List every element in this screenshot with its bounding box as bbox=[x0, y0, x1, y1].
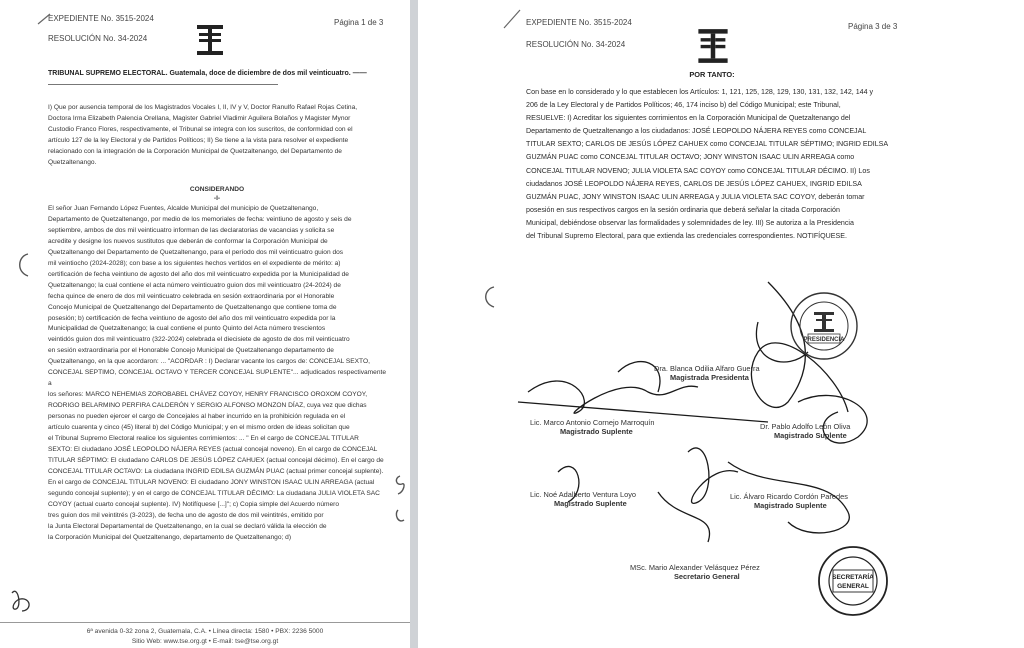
presidencia-seal-icon bbox=[788, 290, 860, 362]
text-line: Quetzaltenango. bbox=[48, 159, 97, 167]
text-line: del Tribunal Supremo Electoral, para que extienda las credenciales correspondientes. NOTIFÍQUESE. bbox=[526, 232, 847, 241]
text-line: segundo concejal suplente); y en el cargo de CONCEJAL TITULAR DÉCIMO: La ciudadana JULIA VIOLETA SAC bbox=[48, 489, 380, 497]
svg-text:GENERAL: GENERAL bbox=[837, 583, 869, 590]
text-line: Con base en lo considerado y lo que establecen los Artículos: 1, 121, 125, 128, 129, 130, 131, 132, 142, 144 y bbox=[526, 88, 874, 96]
pen-tick-icon bbox=[502, 8, 522, 30]
text-line: acredite y designe los nuevos sustitutos que deberán de conformar la Corporación Municipal de bbox=[48, 237, 328, 245]
text-line: artículo 127 de la ley Electoral y de Partidos Políticos; II) Se tiene a la vista para resolver el expediente bbox=[48, 137, 349, 145]
text-line: posesión en sus respectivos cargos en la sesión ordinaria que deberá señalar la citada Corporación bbox=[526, 205, 840, 214]
signer-role: Secretario General bbox=[674, 572, 740, 581]
signature-suplente-1 bbox=[530, 418, 654, 436]
text-line: 206 de la Ley Electoral y de Partidos Políticos; 46, 174 inciso b) del Código Municipal; este Tribunal, bbox=[526, 101, 841, 110]
text-line: COYOY (actual cuarto concejal suplente). IV) Notifíquese [...]"; c) Copia simple del Acuerdo número bbox=[48, 500, 340, 508]
signature-suplente-4 bbox=[730, 492, 848, 510]
text-line: posesión; b) certificación de fecha veintiuno de agosto del año dos mil veinticuatro expedida por la bbox=[48, 314, 336, 322]
text-line: El señor Juan Fernando López Fuentes, Alcalde Municipal del municipio de Quetzaltenango, bbox=[48, 205, 319, 212]
text-line: Municipal, debiéndose observar las formalidades y solemnidades de ley. III) Se autoriza a la Presidencia bbox=[526, 218, 854, 227]
signer-name: Lic. Noé Adalberto Ventura Loyo bbox=[530, 490, 637, 499]
text-line: Quetzaltenango, en la que acordaron: ... "ACORDAR : I) Declarar vacante los cargos de: CONCEJAL SEXTO, bbox=[48, 358, 370, 366]
section-number: -I- bbox=[213, 195, 221, 202]
text-line: Municipalidad de Quetzaltenango; la cual contiene el punto Quinto del Acta número trescientos bbox=[48, 325, 326, 333]
document-page-3 bbox=[418, 0, 1024, 648]
text-line: Departamento de Quetzaltenango a los ciudadanos: JOSÉ LEOPOLDO NÁJERA REYES como CONCEJAL bbox=[526, 127, 867, 136]
text-line: RESUELVE: I) Acreditar los siguientes corrimientos en la Corporación Municipal de Quetzaltenango del bbox=[526, 114, 851, 123]
text-line: artículo cuarenta y cinco (45) literal b) del Código Municipal; y en el mismo orden de ideas solicitan que bbox=[48, 424, 350, 432]
text-line: SEXTO: El ciudadano JOSÉ LEOPOLDO NÁJERA REYES (actual concejal noveno). En el cargo de CONCEJAL bbox=[48, 445, 378, 453]
document-page-1 bbox=[0, 0, 410, 648]
text-line: mil veintiocho (2024-2028); con base a los siguientes hechos vertidos en el expediente de mérito: a) bbox=[48, 259, 341, 267]
text-line: los señores: MARCO NEHEMIAS ZOROBABEL CHÁVEZ COYOY, HENRY FRANCISCO OROXOM COYOY, bbox=[48, 391, 368, 399]
paragraph-considerando bbox=[48, 204, 386, 544]
footer-address: 6ª avenida 0-32 zona 2, Guatemala, C.A. • Línea directa: 1580 • PBX: 2236 5000 bbox=[86, 628, 324, 635]
pen-mark-icon bbox=[392, 470, 410, 530]
secretaria-seal-icon bbox=[816, 544, 890, 618]
text-line: certificación de fecha veintiuno de agosto del año dos mil veinticuatro expedida por la Municipalidad de bbox=[48, 270, 349, 278]
footer-web: Sitio Web: www.tse.org.gt • E-mail: tse@tse.org.gt bbox=[131, 638, 279, 645]
text-line: Concejo Municipal de Quetzaltenango del Departamento de Quetzaltenango que contiene toma de bbox=[48, 303, 337, 311]
signature-suplente-3 bbox=[530, 490, 636, 508]
footer-divider bbox=[0, 622, 410, 623]
text-line: CONCEJAL TITULAR OCTAVO: La ciudadana INGRID EDILSA GUZMÁN PUAC (actual primer concejal suplente). bbox=[48, 467, 384, 475]
signer-role: Magistrado Suplente bbox=[560, 427, 633, 436]
text-line: GUZMÁN PUAC como CONCEJAL TITULAR OCTAVO; JONY WINSTON ISAAC ULIN ARREAGA como bbox=[526, 153, 855, 162]
svg-text:SECRETARÍA: SECRETARÍA bbox=[832, 574, 874, 581]
initials-mark-icon bbox=[8, 585, 38, 615]
considerando-heading bbox=[48, 185, 386, 203]
section-title: CONSIDERANDO bbox=[189, 186, 245, 193]
text-line: personas no pueden ejercer el cargo de Concejales al haber incurrido en la prohibición regulada en el bbox=[48, 413, 346, 421]
expediente-number: EXPEDIENTE No. 3515-2024 bbox=[48, 14, 154, 23]
signer-role: Magistrado Suplente bbox=[554, 499, 627, 508]
signer-name: Lic. Álvaro Ricardo Cordón Paredes bbox=[730, 492, 848, 501]
page-number: Página 3 de 3 bbox=[848, 22, 898, 31]
signature-presidenta bbox=[654, 364, 760, 382]
signer-name: Lic. Marco Antonio Cornejo Marroquín bbox=[530, 418, 655, 427]
divider bbox=[48, 84, 278, 85]
tse-logo-icon bbox=[195, 24, 225, 56]
pen-tick-icon bbox=[36, 12, 52, 26]
signer-role: Magistrada Presidenta bbox=[670, 373, 749, 382]
signer-role: Magistrado Suplente bbox=[774, 431, 847, 440]
text-line: En el cargo de CONCEJAL TITULAR NOVENO: El ciudadano JONY WINSTON ISAAC ULIN ARREAGA (actual bbox=[48, 478, 375, 486]
paragraph-integration bbox=[48, 102, 386, 169]
por-tanto-heading: POR TANTO: bbox=[689, 70, 735, 79]
signature-suplente-2 bbox=[760, 422, 850, 440]
text-line: el Tribunal Supremo Electoral realice los siguientes corrimientos: ... " En el cargo de CONCEJAL TITULAR bbox=[48, 435, 359, 443]
text-line: Quetzaltenango del Departamento de Quetzaltenango, para el período dos mil veinticuatro guion dos bbox=[48, 248, 344, 256]
resolucion-number: RESOLUCIÓN No. 34-2024 bbox=[48, 34, 148, 43]
signer-name: MSc. Mario Alexander Velásquez Pérez bbox=[630, 563, 760, 572]
page-number: Página 1 de 3 bbox=[334, 18, 384, 27]
signature-secretario bbox=[630, 563, 760, 581]
text-line: fecha quince de enero de dos mil veinticuatro celebrada en sesión extraordinaria por el Honorable bbox=[48, 292, 335, 300]
text-line: RODRIGO BELARMINO PERFIRA CALDERÓN Y SERGIO ALFONSO MONZON DÍAZ, cuya vez que dichas bbox=[48, 402, 367, 410]
text-line: TITULAR SÉPTIMO: El ciudadano CARLOS DE JESÚS LÓPEZ CAHUEX (actual concejal décimo). En el cargo de bbox=[48, 456, 384, 464]
text-line: en sesión extraordinaria por el Honorable Concejo Municipal de Quetzaltenango departamento de bbox=[48, 347, 334, 355]
text-line: la Corporación Municipal del Quetzaltenango, departamento de Quetzaltenango; d) bbox=[48, 533, 292, 541]
signer-name: Dra. Blanca Odilia Alfaro Guerra bbox=[654, 364, 760, 373]
text-line: Departamento de Quetzaltenango, por medio de los memoriales de fecha: veintiuno de agosto y seis de bbox=[48, 215, 352, 223]
tse-logo-icon bbox=[696, 28, 730, 64]
text-line: CONCEJAL TITULAR NOVENO; JULIA VIOLETA SAC COYOY como CONCEJAL TITULAR DÉCIMO. II) Los bbox=[526, 166, 870, 175]
signer-name: Dr. Pablo Adolfo León Oliva bbox=[760, 422, 851, 431]
signer-role: Magistrado Suplente bbox=[754, 501, 827, 510]
text-line: ciudadanos JOSÉ LEOPOLDO NÁJERA REYES, CARLOS DE JESÚS LÓPEZ CAHUEX, INGRID EDILSA bbox=[526, 179, 862, 188]
text-line: tres guion dos mil veintitrés (3-2023), de fecha uno de agosto de dos mil veintitrés, emitido por bbox=[48, 511, 324, 519]
text-line: veintidós guion dos mil veinticuatro (322-2024) celebrada el diecisiete de agosto de dos mil veinticuatro bbox=[48, 336, 350, 344]
resolucion-number: RESOLUCIÓN No. 34-2024 bbox=[526, 40, 626, 49]
text-line: Quetzaltenango; la cual contiene el acta número veinticuatro guion dos mil veinticuatro (24-2024) de bbox=[48, 281, 341, 289]
text-line: Custodio Franco Flores, respectivamente, el Tribunal se integra con los suscritos, de conformidad con el bbox=[48, 126, 353, 134]
text-line: septiembre, ambos de dos mil veinticuatro informan de las declaratorias de vacancias y solicita se bbox=[48, 226, 335, 234]
svg-text:PRESIDENCIA: PRESIDENCIA bbox=[803, 337, 845, 343]
resolution-paragraph bbox=[526, 86, 898, 243]
text-line: I) Que por ausencia temporal de los Magistrados Vocales I, II, IV y V, Doctor Ranulfo Rafael Rojas Cetina, bbox=[48, 104, 358, 111]
expediente-number: EXPEDIENTE No. 3515-2024 bbox=[526, 18, 632, 27]
text-line: GUZMÁN PUAC, JONY WINSTON ISAAC ULIN ARREAGA y JULIA VIOLETA SAC COYOY, deberán tomar bbox=[526, 192, 865, 201]
text-line: relacionado con la integración de la Corporación Municipal de Quetzaltenango, del Departamento de bbox=[48, 148, 342, 156]
text-line: Doctora Irma Elizabeth Palencia Orellana, Magister Gabriel Vladimir Aguilera Bolaños y Magister Mynor bbox=[48, 115, 351, 123]
text-line: TITULAR SEXTO; CARLOS DE JESÚS LÓPEZ CAHUEX como CONCEJAL TITULAR SÉPTIMO; INGRID EDILSA bbox=[526, 140, 889, 149]
text-line: CONCEJAL SEPTIMO, CONCEJAL OCTAVO Y TERCER CONCEJAL SUPLENTE"... adjudicados respectivamente a bbox=[48, 369, 386, 388]
text-line: la Junta Electoral Departamental de Quetzaltenango, en la cual se declaró válida la elección de bbox=[48, 522, 327, 530]
pen-mark-icon bbox=[480, 283, 498, 311]
pen-mark-icon bbox=[14, 250, 32, 280]
tribunal-date-line: TRIBUNAL SUPREMO ELECTORAL. Guatemala, doce de diciembre de dos mil veinticuatro. —— bbox=[48, 70, 367, 77]
